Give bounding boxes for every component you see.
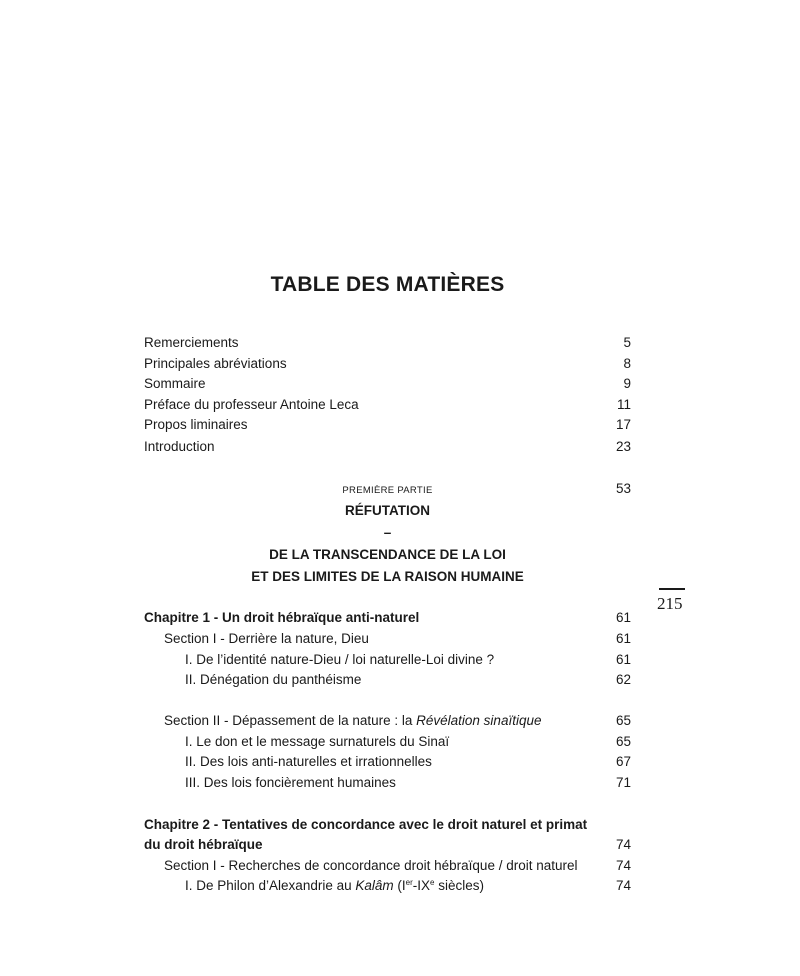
chapter-page: 61 — [615, 610, 631, 625]
section-label-italic: Révélation sinaïtique — [416, 713, 542, 728]
toc-chapter-2-line2[interactable] — [144, 835, 631, 855]
part-page: 53 — [615, 481, 631, 496]
toc-subentry[interactable] — [144, 650, 631, 670]
toc-subentry[interactable] — [144, 752, 631, 772]
subentry-page: 71 — [615, 775, 631, 790]
toc-entry-label: Préface du professeur Antoine Leca — [144, 397, 359, 412]
section-label: Section I - Recherches de concordance droit hébraïque / droit naturel — [164, 858, 578, 873]
part-kicker-row[interactable] — [144, 479, 631, 499]
subentry-page: 67 — [615, 754, 631, 769]
section-page: 74 — [615, 858, 631, 873]
subentry-text: I. De Philon d’Alexandrie au — [185, 878, 356, 893]
subentry-label: II. Dénégation du panthéisme — [185, 672, 362, 687]
toc-entry-remerciements[interactable] — [144, 333, 631, 353]
section-label: Section I - Derrière la nature, Dieu — [164, 631, 369, 646]
chapter-title: Chapitre 1 - Un droit hébraïque anti-naturel — [144, 610, 420, 625]
toc-entry-page: 11 — [616, 397, 631, 412]
toc-entry-label: Remerciements — [144, 335, 239, 350]
section-label — [164, 711, 541, 731]
subentry-label: II. Des lois anti-naturelles et irrationnelles — [185, 754, 432, 769]
page-number: 215 — [657, 594, 683, 613]
toc-entry-page: 8 — [623, 356, 631, 371]
subentry-label: I. Le don et le message surnaturels du Sinaï — [185, 734, 450, 749]
toc-entry-label: Propos liminaires — [144, 417, 248, 432]
subentry-label — [185, 876, 484, 896]
chapter-page: 74 — [615, 837, 631, 852]
part-kicker: PREMIÈRE PARTIE — [342, 485, 433, 496]
toc-section[interactable] — [144, 629, 631, 649]
section-page: 65 — [615, 713, 631, 728]
subentry-page: 61 — [615, 652, 631, 667]
toc-entry-label: Sommaire — [144, 376, 206, 391]
subentry-page: 65 — [615, 734, 631, 749]
subentry-text: -IX — [412, 878, 431, 893]
toc-section[interactable] — [144, 856, 631, 876]
toc-entry-introduction[interactable] — [144, 437, 631, 457]
toc-entry-page: 23 — [615, 439, 631, 454]
section-label-text: Section II - Dépassement de la nature : la — [164, 713, 417, 728]
subentry-text: (I — [393, 878, 406, 893]
part-dash: – — [383, 525, 392, 540]
subentry-page: 74 — [615, 878, 631, 893]
toc-entry-label: Principales abréviations — [144, 356, 287, 371]
subentry-italic: Kalâm — [355, 878, 394, 893]
toc-entry-abreviations[interactable] — [144, 354, 631, 374]
superscript: e — [430, 878, 435, 887]
toc-entry-sommaire[interactable] — [144, 374, 631, 394]
subentry-label: I. De l’identité nature-Dieu / loi naturelle-Loi divine ? — [185, 652, 495, 667]
toc-entry-preface[interactable] — [144, 395, 631, 415]
chapter-title-cont: du droit hébraïque — [144, 837, 263, 852]
toc-entry-page: 9 — [623, 376, 631, 391]
toc-entry-label: Introduction — [144, 439, 215, 454]
superscript: er — [405, 878, 413, 887]
part-subtitle-line2: ET DES LIMITES DE LA RAISON HUMAINE — [251, 569, 524, 584]
toc-subentry[interactable] — [144, 773, 631, 793]
toc-subentry[interactable] — [144, 732, 631, 752]
toc-entry-page: 5 — [623, 335, 631, 350]
toc-section[interactable] — [144, 711, 631, 731]
toc-chapter-2-line1[interactable] — [144, 815, 631, 835]
page-title: TABLE DES MATIÈRES — [270, 273, 505, 296]
chapter-title: Chapitre 2 - Tentatives de concordance avec le droit naturel et primat — [144, 817, 588, 832]
part-title: RÉFUTATION — [345, 503, 430, 518]
subentry-page: 62 — [615, 672, 631, 687]
folio-rule — [659, 588, 685, 590]
toc-entry-page: 17 — [615, 417, 631, 432]
section-page: 61 — [615, 631, 631, 646]
toc-subentry[interactable] — [144, 670, 631, 690]
toc-chapter-1[interactable] — [144, 608, 631, 628]
part-subtitle-line1: DE LA TRANSCENDANCE DE LA LOI — [269, 547, 506, 562]
subentry-label: III. Des lois foncièrement humaines — [185, 775, 396, 790]
toc-subentry[interactable] — [144, 876, 631, 896]
subentry-text: siècles) — [434, 878, 484, 893]
toc-entry-propos[interactable] — [144, 415, 631, 435]
